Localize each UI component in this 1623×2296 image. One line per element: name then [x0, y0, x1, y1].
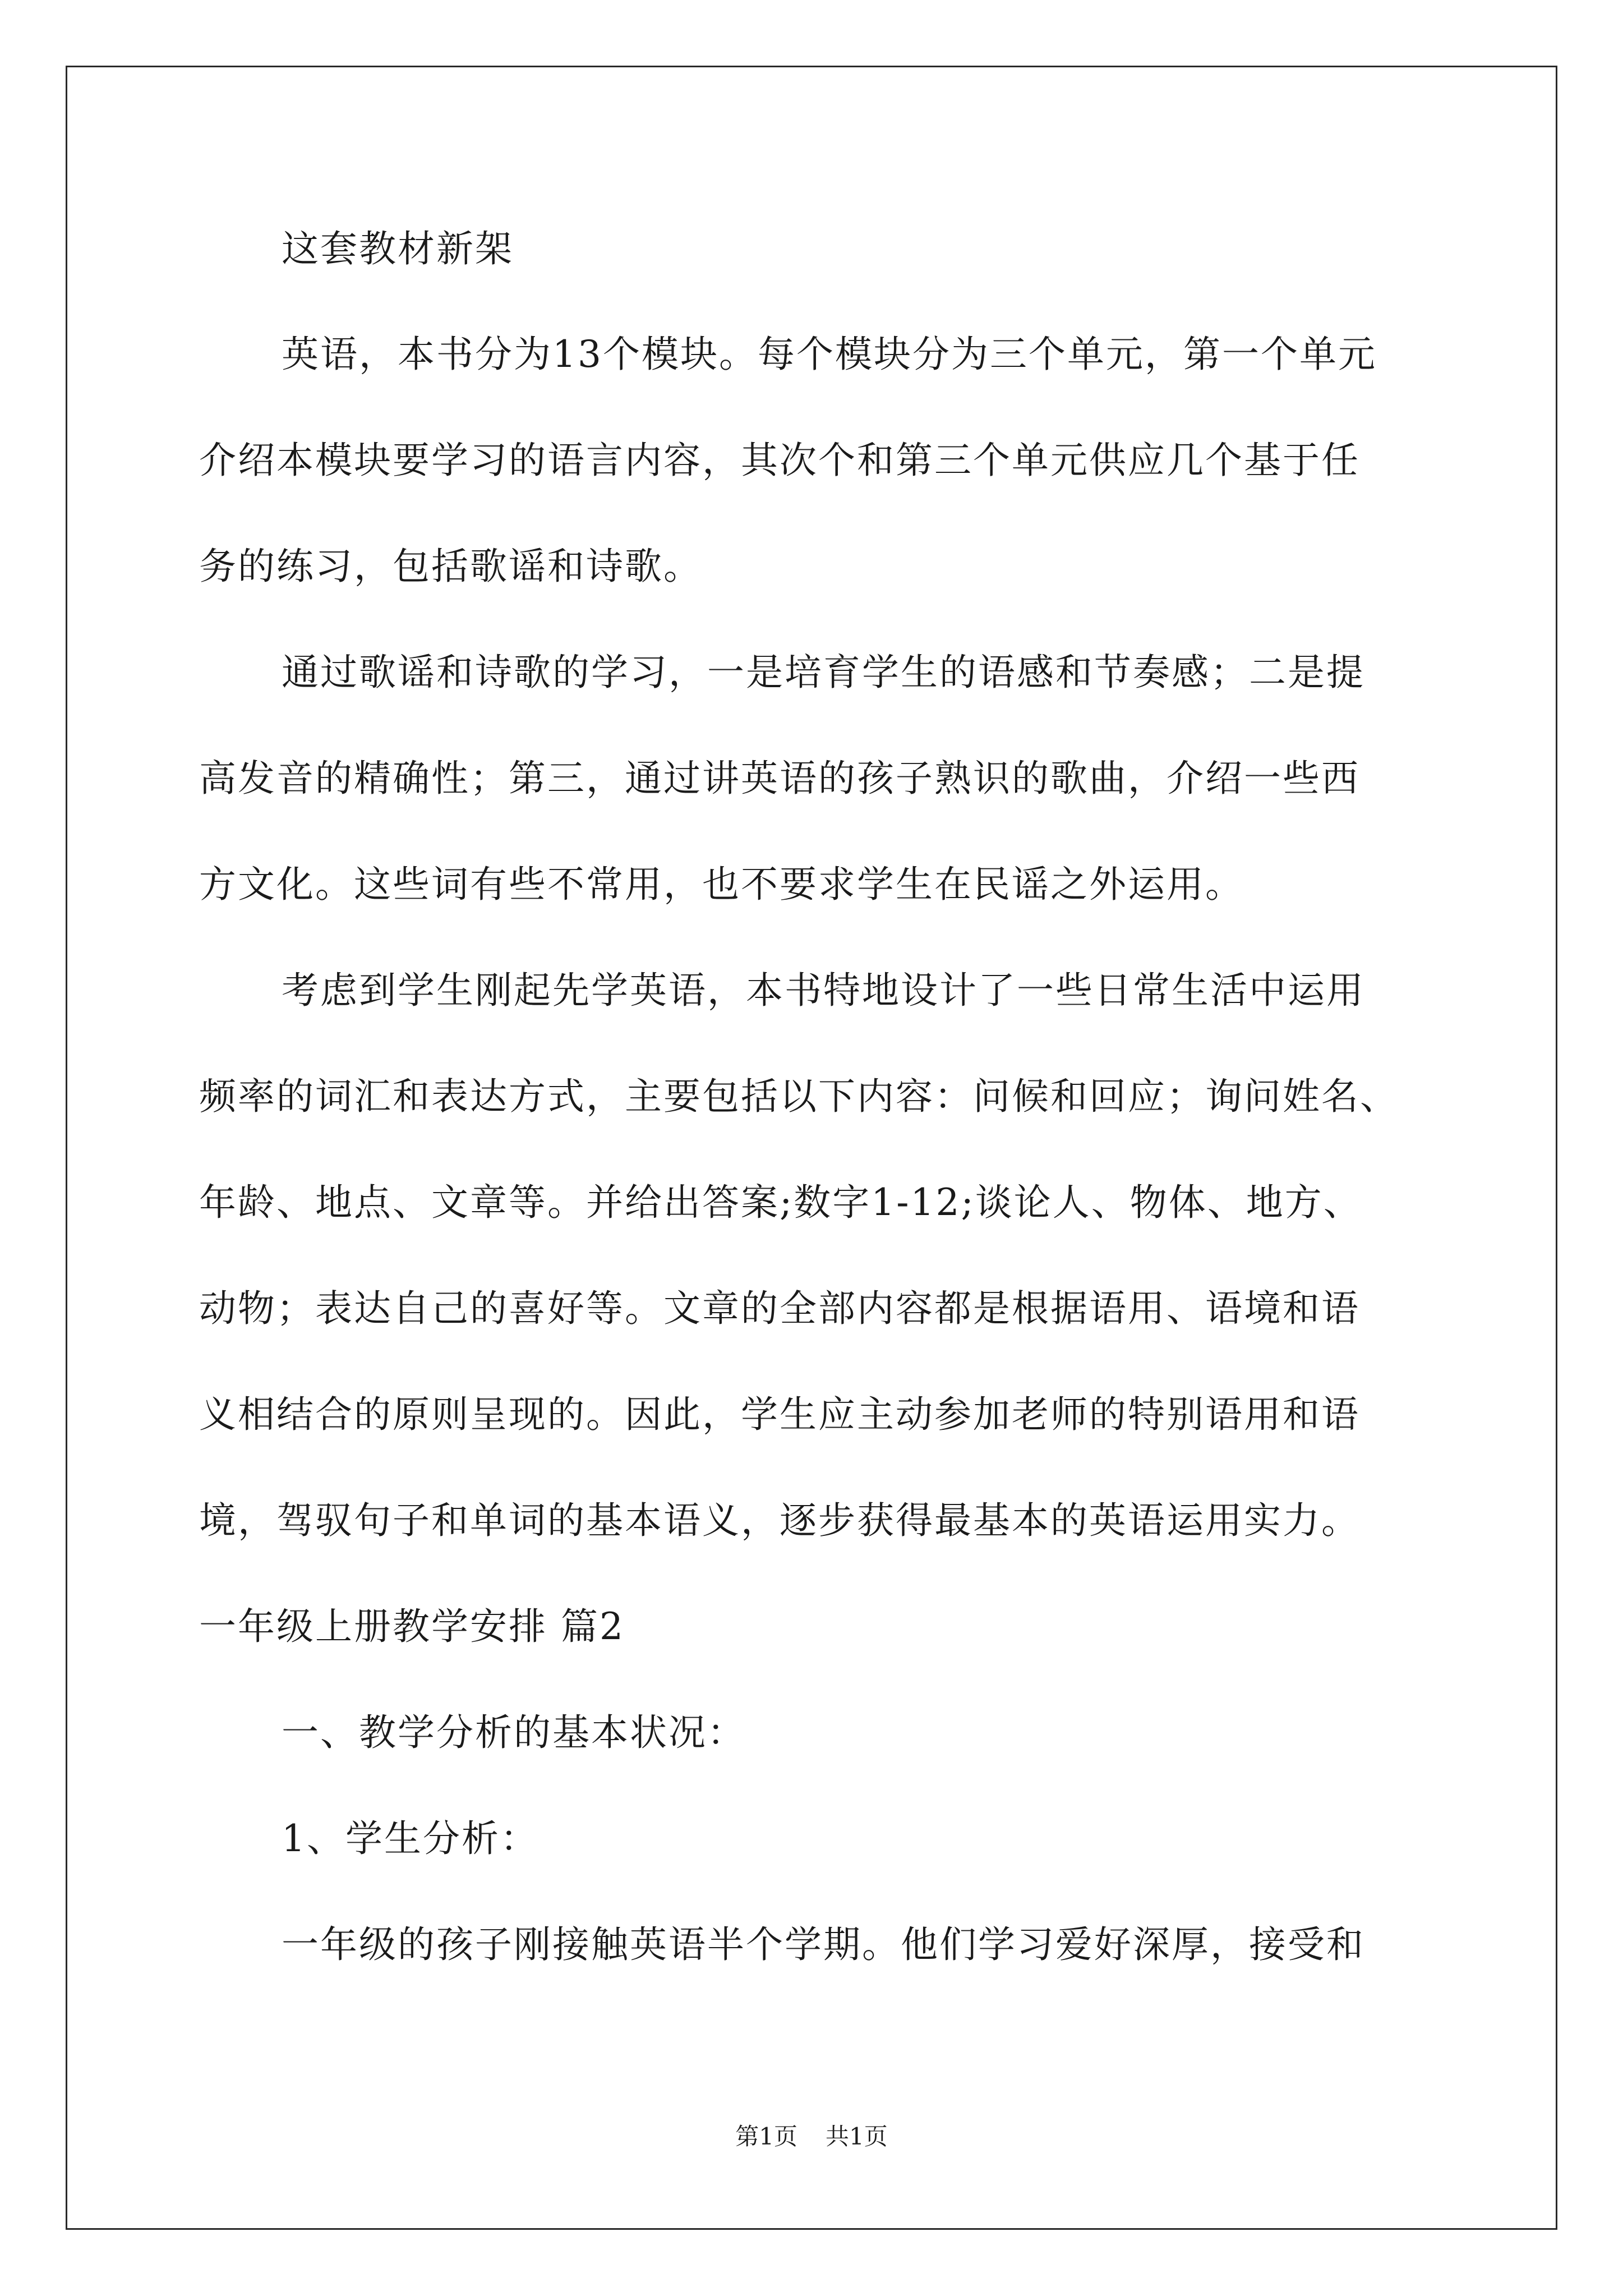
- paragraph-line: 务的练习，包括歌谣和诗歌。: [199, 545, 702, 588]
- paragraph-line: 考虑到学生刚起先学英语，本书特地设计了一些日常生活中运用: [282, 969, 1365, 1012]
- paragraph-line: 介绍本模块要学习的语言内容，其次个和第三个单元供应几个基于任: [199, 439, 1360, 482]
- paragraph-line: 境，驾驭句子和单词的基本语义，逐步获得最基本的英语运用实力。: [199, 1499, 1360, 1542]
- paragraph-line: 义相结合的原则呈现的。因此，学生应主动参加老师的特别语用和语: [199, 1393, 1360, 1436]
- subheading: 1、学生分析：: [282, 1817, 539, 1860]
- page-border: [66, 66, 1557, 2230]
- section-heading: 一年级上册教学安排 篇2: [199, 1605, 625, 1648]
- paragraph-line: 英语，本书分为13个模块。每个模块分为三个单元，第一个单元: [282, 333, 1377, 376]
- paragraph-line: 动物；表达自己的喜好等。文章的全部内容都是根据语用、语境和语: [199, 1287, 1360, 1330]
- paragraph-line: 高发音的精确性；第三，通过讲英语的孩子熟识的歌曲，介绍一些西: [199, 757, 1360, 800]
- page-footer: [0, 2123, 1623, 2151]
- page-number: 第1页: [735, 2123, 797, 2150]
- paragraph-line: 通过歌谣和诗歌的学习，一是培育学生的语感和节奏感；二是提: [282, 651, 1365, 694]
- paragraph-line: 频率的词汇和表达方式，主要包括以下内容：问候和回应；询问姓名、: [199, 1075, 1399, 1118]
- paragraph-line: 一年级的孩子刚接触英语半个学期。他们学习爱好深厚，接受和: [282, 1923, 1365, 1966]
- page-total: 共1页: [826, 2123, 888, 2150]
- subheading: 一、教学分析的基本状况：: [282, 1711, 746, 1754]
- paragraph-line: 年龄、地点、文章等。并给出答案;数字1-12;谈论人、物体、地方、: [199, 1181, 1362, 1224]
- paragraph-line: 方文化。这些词有些不常用，也不要求学生在民谣之外运用。: [199, 863, 1244, 906]
- paragraph-line: 这套教材新架: [282, 227, 514, 270]
